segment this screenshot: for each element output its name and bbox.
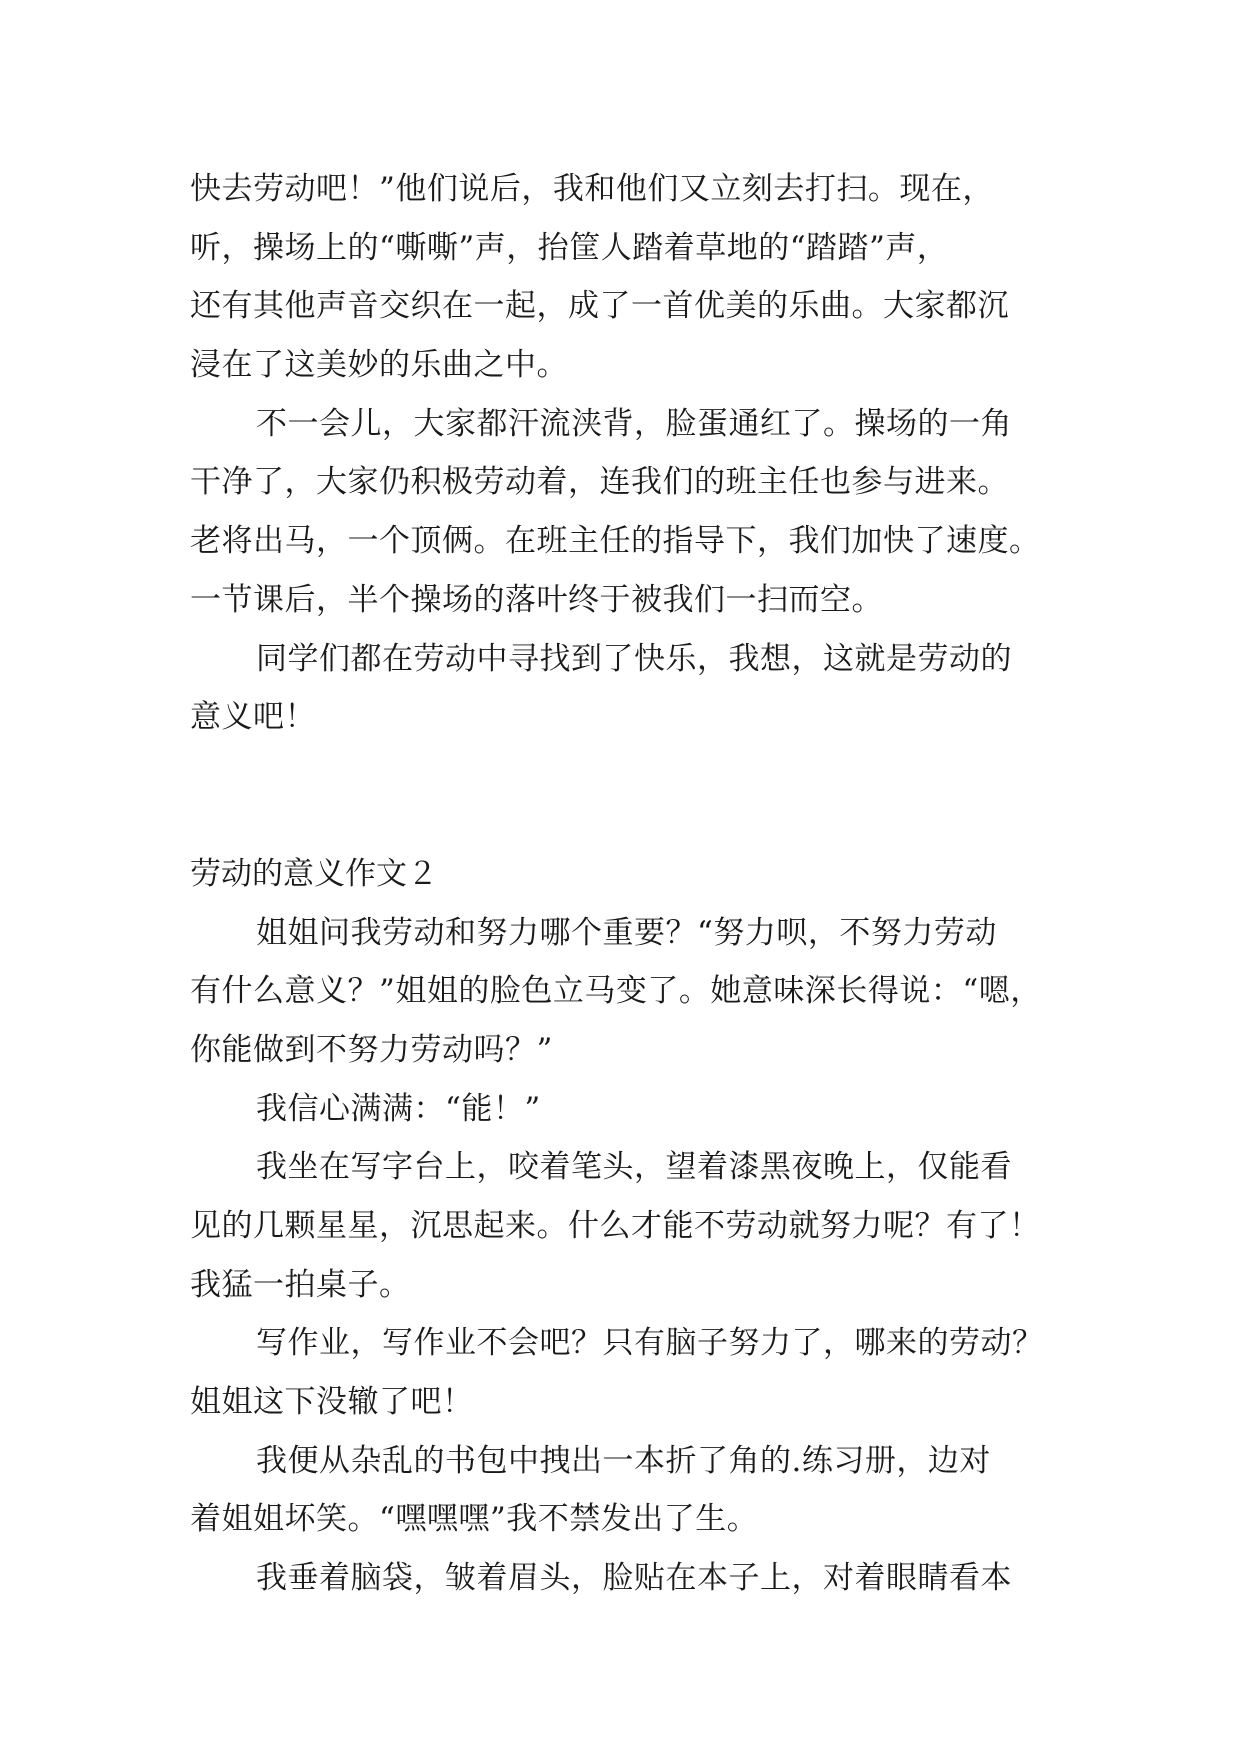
text-line: 我猛一拍桌子。: [190, 1266, 411, 1303]
text-line: 浸在了这美妙的乐曲之中。: [190, 347, 568, 384]
text-line: 听，操场上的“嘶嘶”声，抬筐人踏着草地的“踏踏”声，: [190, 229, 949, 266]
section-heading: 劳动的意义作文２: [190, 855, 438, 892]
text-line: 干净了，大家仍积极劳动着，连我们的班主任也参与进来。: [190, 464, 1009, 501]
text-line: 写作业，写作业不会吧？只有脑子努力了，哪来的劳动？: [256, 1325, 1044, 1362]
text-line: 姐姐问我劳动和努力哪个重要？“努力呗，不努力劳动: [256, 914, 997, 951]
text-line: 不一会儿，大家都汗流浃背，脸蛋通红了。操场的一角: [256, 405, 1012, 442]
text-line: 一节课后，半个操场的落叶终于被我们一扫而空。: [190, 581, 883, 618]
text-line: 同学们都在劳动中寻找到了快乐，我想，这就是劳动的: [256, 640, 1012, 677]
section-gap: [190, 747, 1070, 845]
text-line: 我便从杂乱的书包中拽出一本折了角的.练习册，边对: [256, 1442, 991, 1479]
text-line: 姐姐这下没辙了吧！: [190, 1384, 474, 1421]
document-page: [190, 160, 1070, 1608]
text-line: 我垂着脑袋，皱着眉头，脸贴在本子上，对着眼睛看本: [256, 1560, 1012, 1597]
text-line: 我坐在写字台上，咬着笔头，望着漆黑夜晚上，仅能看: [256, 1149, 1012, 1186]
text-line: 见的几颗星星，沉思起来。什么才能不劳动就努力呢？有了！: [190, 1208, 1041, 1244]
text-line: 老将出马，一个顶俩。在班主任的指导下，我们加快了速度。: [190, 523, 1041, 560]
text-line: 还有其他声音交织在一起，成了一首优美的乐曲。大家都沉: [190, 288, 1009, 325]
text-line: 我信心满满：“能！”: [256, 1090, 541, 1127]
text-line: 意义吧！: [190, 699, 316, 736]
text-line: 有什么意义？”姐姐的脸色立马变了。她意味深长得说：“嗯，: [190, 973, 1042, 1010]
text-line: 着姐姐坏笑。“嘿嘿嘿”我不禁发出了生。: [190, 1501, 759, 1538]
text-line: 你能做到不努力劳动吗？”: [190, 1031, 553, 1068]
text-line: 快去劳动吧！”他们说后，我和他们又立刻去打扫。现在，: [190, 171, 994, 207]
